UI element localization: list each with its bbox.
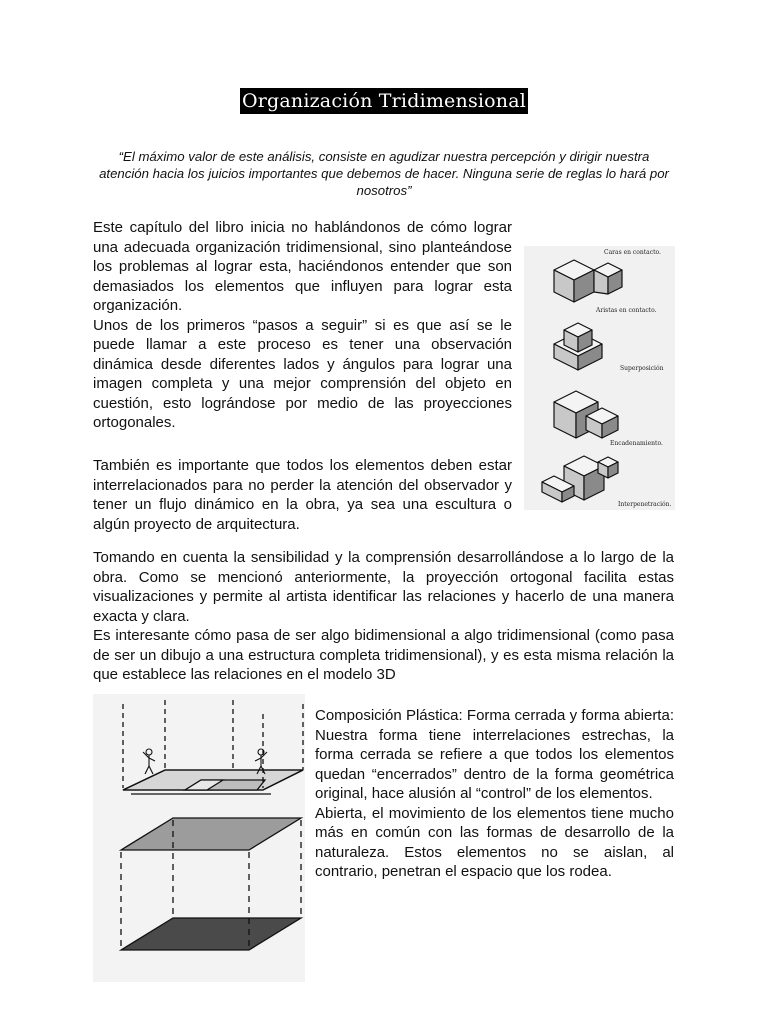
composition-paragraph	[315, 706, 674, 882]
projection-paragraph	[93, 548, 674, 685]
caption-edges-contact: Aristas en contacto.	[596, 307, 657, 314]
paragraph-text: Composición Plástica: Forma cerrada y forma abierta: Nuestra forma tiene interrelaciones estrechas, la forma cerrada se refiere a que todos los elementos quedan “encerrados” dentro de la forma geométrica original, hace alusión al “control” de los elementos.	[315, 707, 674, 802]
page-title: Organización Tridimensional	[241, 90, 527, 112]
open-closed-form-figure	[93, 694, 305, 982]
title-container	[0, 88, 768, 114]
paragraph-text: Tomando en cuenta la sensibilidad y la comprensión desarrollándose a lo largo de la obra. Como se mencionó anteriormente, la proyección ortogonal facilita estas visualizaciones y permite al artista identificar las relaciones y hacerlo de una manera exacta y clara.	[93, 549, 674, 625]
caption-chaining: Encadenamiento.	[610, 440, 663, 447]
paragraph-text: Abierta, el movimiento de los elementos tiene mucho más en común con las formas de desarrollo de la naturaleza. Estos elementos no se aislan, al contrario, penetran el espacio que los rodea.	[315, 804, 674, 880]
cube-relations-figure	[524, 246, 675, 510]
paragraph-text: Es interesante cómo pasa de ser algo bidimensional a algo tridimensional (como pasa de ser un dibujo a una estructura completa tridimensional), y es esta misma relación la que establece las relaciones en el modelo 3D	[93, 627, 674, 683]
caption-faces-contact: Caras en contacto.	[604, 249, 661, 256]
paragraph-text: Unos de los primeros “pasos a seguir” si es que así se le puede llamar a este proceso es tener una observación dinámica desde diferentes lados y ángulos para lograr una imagen completa y una mejor comprensión del objeto en cuestión, esto lográndose por medio de las proyecciones ortogonales.	[93, 316, 512, 431]
paragraph-text: También es importante que todos los elementos deben estar interrelacionados para no perder la atención del observador y tener un flujo dinámico en la obra, ya sea una escultura o algún proyecto de arquitectura.	[93, 457, 512, 533]
caption-superposition: Superposición	[620, 365, 664, 372]
intro-paragraph	[93, 218, 512, 433]
paragraph-text: Este capítulo del libro inicia no hablándonos de cómo lograr una adecuada organización tridimensional, sino planteándose los problemas al lograr esta, haciéndonos entender que son demasiados los elementos que influyen para lograr esta organización.	[93, 219, 512, 314]
epigraph-quote: “El máximo valor de este análisis, consiste en agudizar nuestra percepción y dirigir nuestra atención hacia los juicios importantes que debemos de hacer. Ninguna serie de reglas lo hará por nosotros”	[99, 149, 669, 198]
interrelation-paragraph	[93, 456, 512, 534]
caption-interpenetration: Interpenetración.	[618, 501, 672, 508]
